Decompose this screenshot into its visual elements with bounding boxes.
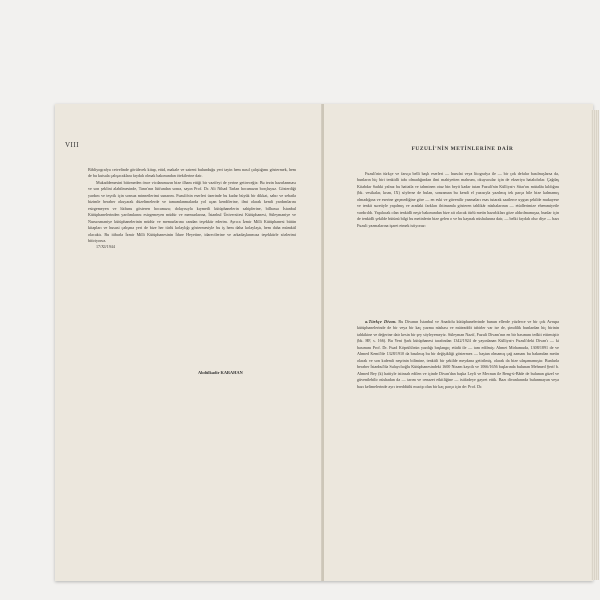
left-paragraph-2: Mukaddemesini bitirmeden önce vicdanımızın bize ilham ettiği bir vazifeyi de yerine getireceğiz: Bu tezin hazırlanması ve son şeklini alabilmesinde, Tanrı'nın lütfundan sonra, sayın Prof. Dr. Ali Nihad Tarlan hocamızın borçluyuz. Gösterdiği yardım ve teşvik için sonsuz minnetlerimi sunarım. Fuzuli'nin eserleri üzerinde bu kadar büyük bir dikkat, sabır ve sebatla bizimle beraber okuyarak düzeltmelerde ve tamamlanmalarda yol açan kendilerine, ilmi olarak kendi yardımlarını esirgemeyen ve lütfunu gösteren hocamıza; dolayısıyla kıymetli kütüphanelerin sahiplerine, bilhassa İstanbul Kütüphanelerinden yardımlarını esirgemeyen müdür ve memurlarına, İstanbul Üniversitesi Kütüphanesi, Süleymaniye ve Nuruosmaniye kütüphanelerinin müdür ve memurlarına candan teşekkür ederim. Ayrıca İzmir Milli Kütüphanesi bütün kitapları ve hususi çalışma yeri de bize her türlü kolaylığı göstermesiyle bu iş hem daha kolaylaştı, hem daha mümkül olacaktı. Bu itibarla İzmir Milli Kütüphanesinin İdare Heyetine, idarecilerine ve arkadaşlarımıza teşekkürle sözlerimi bitiriyoruz. <box>88 179 296 243</box>
page-number: VIII <box>65 141 80 149</box>
item-a-lead: a.Türkçe Divan. <box>365 319 397 324</box>
page-edges <box>591 110 599 580</box>
section-heading: FUZULİ'NİN METİNLERİNE DAİR <box>411 146 514 152</box>
right-page <box>324 104 593 581</box>
right-item-a <box>357 319 559 390</box>
item-a-paragraph <box>357 319 559 390</box>
left-page <box>55 104 322 581</box>
item-a-body: Bu Divanın İstanbul ve Anadolu kütüphanelerinde bunun ellerde yüzlerce ve bir çok Avrupa kütüphanelerinde de bir veya bir kaç yazma nüshası ve müteaddit tabirler var ise de, şimdilik bunlardan hiç birinin tahkikine ve değerine dair kesin bir şey söyleyemeyiz. Süleyman Nazif, Fuzuli Divanı'nın en bir basımını tedkit ettirmiştir (bk. HF, s. 166). Bu Yeni Şark kütüphanesi tarafından 1342/1924 de yayınlanan Külliyat-ı Fuzuli'deki Divan'ı — ki basımını Prof. Dr. Fuad Köprülü'nün yazdığı başlangıç etüdü ile — tam edilmiş: Ahmet Mirhamuda, 1308/1891 de ve Ahmed Kemil'de 1328/1910 da basılmış bu bir değişikliği göstermez — baştan olmamış çağ zamanı bu bakımdan metin olarak ve son kıdemli neşrinin bilimine, tenkitli bir şekilde meydana getirilmiş, olarak da bize ulaşamamıştır. Bunlarla beraber İstanbul'da Sulayclıoğlu Kütüphanesindeki 1600 Nizam kayıtlı ve 1066/1656 başlarında bulunan Mehmed Şerif b. Ahmed Bey (k) hattiyle istinsah edilen ve içinde Divan'dan başka Leyli ve Mecnun ile Beng-ü-Bâde de bulunan güzel ve güvenilebilir nüshadan da — tarım ve cenazet etkitliğine — istifadeye gayret ettik. Bazı divanlarında bulunmayan veya bazı kelimelerinde ayrı tereddütlü mucip olan bir kaç parça için de: Prof. Dr. <box>357 319 559 389</box>
open-book <box>55 104 593 581</box>
left-date: 17/XI/1944 <box>96 244 115 250</box>
left-page-body <box>88 167 296 251</box>
author-signature: Abdülkadir KARAHAN <box>198 370 243 375</box>
intro-paragraph: Fuzuli'nin türkçe ve farsça belli başlı eserleri — hurufat veya litografya ile — bir çok defalar basılmışlarsa da, bunların hiç biri tenkidli tabı olmadığından ilmi mahiyetten mahrum, okuyucular için de ekseriya hatalıdırlar. Çağdaş Kitabdar Sadıki yalnız bu hattatla ve tahminen otuz bin beyit kadar tutan Fuzuli'nin Külliyat-ı Sitar'ını mütalâa kıldığını (bk. vesikalar, kısm, IX) söylerse de bulan, sonzaman bu kendi el yazısıyla yazılmış tek parça bile bize kalmamış olmadığına ve eserine geçmediğine göre — en eski ve güvenilir yazmaları esas tutarak saatlerce uygun şekilde mukayese ve tenkit suretiyle yapılmış ve aradaki farkları ihtimamla gösteren tahlikâr nüshalarının — etüdlerimize ehemmiyetle vardırıldı. Yapılacak olan tenkidli neşir bakımından bize ait olacak türlü metin hazırlıkları göze aldırılmamışsa, bunlar için de tenkidli şekilde bütünü bilgi bu metinlerin bize gelen o ve bu kaynak nüshalarına dair, — belki faydalı olur diye — bazı Fuzuli yazmalarına işaret etmek istiyoruz: <box>357 171 559 228</box>
right-intro <box>357 171 559 229</box>
left-paragraph-1: Bibliyografya cetvelinde görülecek kitap, etüd, makale ve saireni bulunduğu yeri tayin hem nasıl çalıştığımı göstermek, hem de bu kutsala çalışacaklara faydalı olmak bakımından ötekilerine dair. <box>88 167 296 179</box>
